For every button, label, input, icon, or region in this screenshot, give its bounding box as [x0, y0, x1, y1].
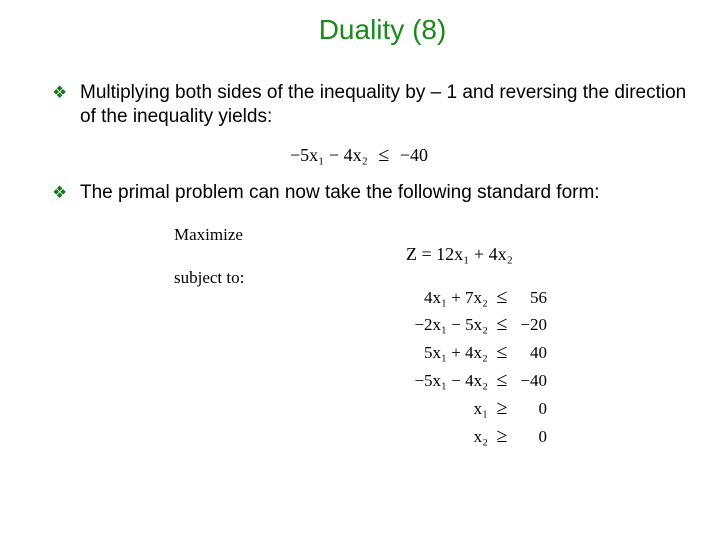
bullet-item	[52, 81, 692, 129]
constraint-row	[328, 315, 488, 337]
constraint-lhs: 5x₁ + 4x₂	[424, 343, 488, 362]
constraint-relation: ≥	[496, 397, 508, 419]
constraint-relation: ≤	[496, 341, 508, 363]
objective-function: Z = 12x₁ + 4x₂	[406, 244, 513, 264]
constraint-relation: ≤	[496, 369, 508, 391]
inequality-rhs: −40	[399, 145, 428, 165]
constraint-row	[328, 288, 488, 310]
constraint-lhs: x₂	[473, 427, 488, 446]
constraint-lhs: −2x₁ − 5x₂	[414, 315, 488, 334]
constraint-rhs: −40	[520, 371, 547, 390]
constraint-rhs: −20	[520, 315, 547, 334]
diamond-bullet-icon: ❖	[52, 183, 68, 202]
constraint-relation: ≥	[496, 425, 508, 447]
constraint-relation: ≤	[496, 286, 508, 308]
constraint-rhs: 40	[530, 343, 547, 362]
constraint-lhs: −5x₁ − 4x₂	[414, 371, 488, 390]
constraint-lhs: 4x₁ + 7x₂	[424, 288, 488, 307]
constraint-lhs: x₁	[473, 399, 488, 418]
constraint-row	[328, 399, 488, 421]
constraint-rhs: 0	[538, 399, 547, 418]
reversed-inequality	[290, 144, 428, 167]
constraint-rhs: 56	[530, 288, 547, 307]
constraint-row	[328, 427, 488, 449]
bullet-text: Multiplying both sides of the inequality by – 1 and reversing the direction of the inequality yields:	[80, 82, 687, 127]
constraint-relation: ≤	[496, 313, 508, 335]
constraint-row	[328, 343, 488, 365]
maximize-label: Maximize	[174, 225, 243, 244]
constraint-row	[328, 371, 488, 393]
diamond-bullet-icon: ❖	[52, 83, 68, 102]
subject-to-label: subject to:	[174, 268, 245, 287]
constraint-rhs: 0	[538, 427, 547, 446]
bullet-text: The primal problem can now take the following standard form:	[80, 182, 600, 203]
slide-title: Duality (8)	[318, 14, 447, 45]
inequality-relation: ≤	[378, 144, 390, 166]
inequality-lhs: −5x₁ − 4x₂	[290, 145, 368, 165]
bullet-item	[52, 181, 692, 205]
